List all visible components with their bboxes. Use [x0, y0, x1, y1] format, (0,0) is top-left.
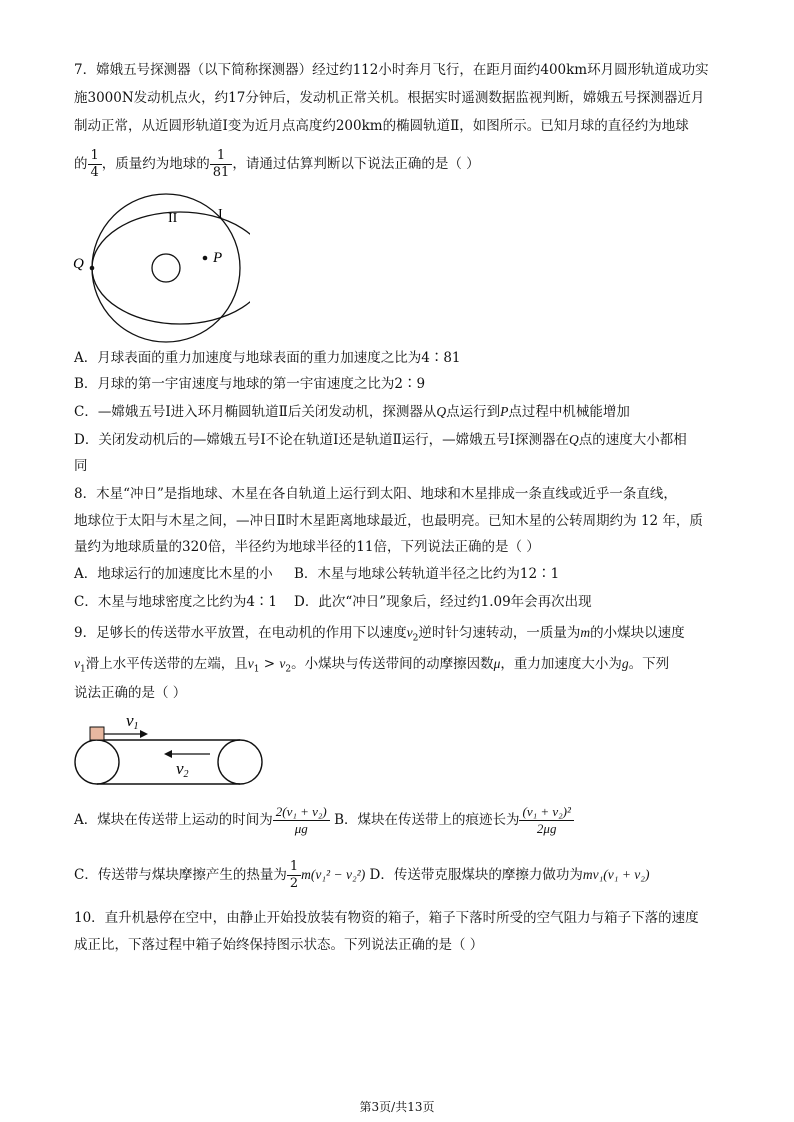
option-text: 点运行到	[446, 404, 501, 420]
q7-line-2: 施3000N发动机点火，约17分钟后，发动机正常关机。根据实时遥测数据监视判断，嫦娥五号探测器近月	[74, 90, 705, 106]
symbol-v: v	[406, 625, 413, 640]
option-text: D．关闭发动机后的—嫦娥五号Ⅰ不论在轨道Ⅰ还是轨道Ⅱ运行，—嫦娥五号Ⅰ探测器在	[74, 432, 569, 448]
option-text: 点的速度大小都相	[578, 432, 687, 448]
q8-line-3: 量约为地球质量的320倍，半径约为地球半径的11倍，下列说法正确的是（ ）	[74, 539, 540, 555]
fraction-numerator: (v₁ + v₂)²	[519, 804, 573, 821]
q8-option-a: A．地球运行的加速度比木星的小	[74, 566, 273, 582]
subscript: 1	[80, 664, 86, 675]
v2-label: v2	[176, 759, 189, 780]
symbol-m: m	[580, 625, 591, 640]
q10-line-1: 10．直升机悬停在空中，由静止开始投放装有物资的箱子，箱子下落时所受的空气阻力与箱子下落的速度	[74, 910, 699, 926]
symbol-gt: >	[259, 656, 280, 672]
q7-option-c	[74, 402, 630, 422]
q9-options-ab	[74, 798, 574, 842]
orbit-diagram	[70, 192, 250, 344]
label-orbit-II: II	[168, 211, 178, 226]
q7-line-4	[74, 146, 480, 182]
subscript: 2	[412, 633, 419, 644]
option-a-text: A．煤块在传送带上运动的时间为	[74, 812, 273, 828]
conveyor-diagram	[70, 708, 270, 788]
option-d-text: D．传送带克服煤块的摩擦力做功为	[369, 867, 583, 883]
point-q-symbol: Q	[436, 404, 447, 419]
q9-text: 。小煤块与传送带间的动摩擦因数	[291, 656, 494, 672]
fraction-denominator: 2μg	[536, 821, 557, 836]
q9-line-2	[74, 654, 669, 680]
subscript: 2	[285, 664, 292, 675]
point-q-symbol: Q	[569, 432, 579, 447]
fraction-numerator: 1	[287, 859, 301, 876]
q9-text: 滑上水平传送带的左端，且	[85, 656, 248, 672]
fraction-numerator: 1	[88, 148, 102, 165]
fraction-denominator: 4	[90, 165, 99, 180]
q9-text: 的小煤块以速度	[590, 625, 685, 641]
q7-fraction-mass	[210, 148, 233, 181]
fraction-denominator: 2	[289, 876, 299, 891]
q9-line-1	[74, 623, 685, 649]
fraction-denominator: μg	[294, 821, 308, 836]
option-c-text: C．传送带与煤块摩擦产生的热量为	[74, 867, 287, 883]
v2-arrowhead	[164, 750, 172, 758]
point-p-dot	[203, 256, 208, 261]
fraction-denominator: 81	[212, 165, 230, 180]
symbol-v: v	[74, 656, 80, 671]
label-point-p: P	[213, 250, 223, 266]
q9-line-3: 说法正确的是（ ）	[74, 685, 187, 701]
symbol-mu: μ	[493, 656, 501, 671]
q7-line-1: 7．嫦娥五号探测器（以下简称探测器）经过约112小时奔月飞行，在距月面约400km环月圆形轨道成功实	[74, 62, 709, 78]
q9-text: 9．足够长的传送带水平放置，在电动机的作用下以速度	[74, 625, 407, 641]
q7-text: ，质量约为地球的	[101, 156, 210, 172]
q7-option-b: B．月球的第一宇宙速度与地球的第一宇宙速度之比为2∶9	[74, 376, 426, 392]
option-b-fraction	[519, 804, 573, 837]
symbol-g: g	[621, 656, 629, 671]
q8-option-d: D．此次“冲日”现象后，经过约1.09年会再次出现	[294, 594, 592, 610]
label-point-q: Q	[73, 256, 84, 272]
v1-arrowhead	[140, 730, 148, 738]
fraction-numerator: 1	[210, 148, 233, 165]
option-text: C．—嫦娥五号Ⅰ进入环月椭圆轨道Ⅱ后关闭发动机，探测器从	[74, 404, 437, 420]
subscript: 1	[253, 664, 260, 675]
q8-line-2: 地球位于太阳与木星之间，—冲日Ⅱ时木星距离地球最近，也最明亮。已知木星的公转周期约为 12 年，质	[74, 513, 703, 529]
option-c-fraction	[287, 859, 301, 892]
option-c-expression: m(v₁² − v₂²)	[301, 867, 366, 882]
orbit-II-ellipse	[92, 212, 250, 324]
q9-options-cd	[74, 855, 649, 895]
q7-fraction-diameter	[88, 148, 102, 181]
q8-option-c: C．木星与地球密度之比约为4∶1	[74, 594, 278, 610]
v1-label: v1	[126, 711, 139, 732]
q7-text: 的	[74, 156, 88, 172]
page-footer: 第3页/共13页	[359, 1100, 435, 1114]
coal-block	[90, 727, 104, 740]
left-roller	[75, 740, 119, 784]
q9-text: ，重力加速度大小为	[500, 656, 622, 672]
q7-option-d-line-1	[74, 430, 687, 450]
q10-line-2: 成正比，下落过程中箱子始终保持图示状态。下列说法正确的是（ ）	[74, 937, 484, 953]
option-text: 点过程中机械能增加	[508, 404, 630, 420]
q7-text: ，请通过估算判断以下说法正确的是（ ）	[232, 156, 480, 172]
q8-line-1: 8．木星“冲日”是指地球、木星在各自轨道上运行到太阳、地球和木星排成一条直线或近乎一条直线，	[74, 486, 677, 502]
right-roller	[218, 740, 262, 784]
fraction-numerator: 2(v₁ + v₂)	[273, 804, 330, 821]
q7-option-d-line-2: 同	[74, 458, 88, 474]
point-p-symbol: P	[500, 404, 509, 419]
q8-option-b: B．木星与地球公转轨道半径之比约为12∶1	[294, 566, 560, 582]
point-q-dot	[90, 266, 95, 271]
symbol-v: v	[279, 656, 286, 671]
q7-option-a: A．月球表面的重力加速度与地球表面的重力加速度之比为4∶81	[74, 350, 461, 366]
moon-circle	[152, 254, 180, 282]
symbol-v: v	[247, 656, 254, 671]
q9-text: 逆时针匀速转动，一质量为	[418, 625, 581, 641]
q7-line-3: 制动正常，从近圆形轨道Ⅰ变为近月点高度约200km的椭圆轨道Ⅱ，如图所示。已知月球的直径约为地球	[74, 118, 689, 134]
option-b-text: B．煤块在传送带上的痕迹长为	[334, 812, 520, 828]
q9-text: 。下列	[628, 656, 670, 672]
option-a-fraction	[273, 804, 330, 837]
label-orbit-I: I	[218, 207, 223, 222]
option-d-expression: mv₁(v₁ + v₂)	[582, 867, 650, 882]
